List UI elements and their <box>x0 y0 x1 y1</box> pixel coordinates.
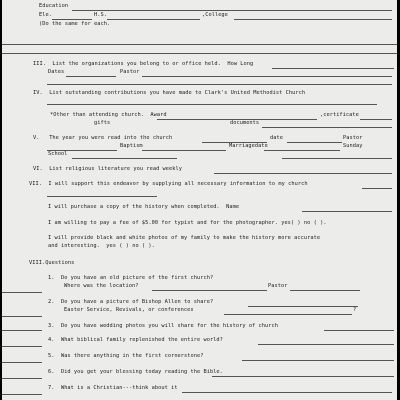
question-7-blank <box>182 392 392 393</box>
question-3-blank <box>324 330 394 331</box>
question-2-blank <box>248 306 358 307</box>
section-5-school-blank <box>72 158 177 159</box>
section-4-documents-blank <box>262 127 392 128</box>
question-3-text: 3. Do you have wedding photos you will share for the history of church <box>48 323 278 329</box>
section-5-date-label: date <box>270 135 283 141</box>
section-3-blank <box>272 68 394 69</box>
question-3-answer-line <box>2 330 42 331</box>
question-6-blank <box>212 376 394 377</box>
question-2-mark: ? <box>353 307 357 313</box>
section-3-dates-label: Dates <box>48 69 65 75</box>
question-4-answer-line <box>2 346 42 347</box>
section-7-photos-text-2: and interesting. yes ( ) no ( ). <box>48 243 155 249</box>
question-2-events: Easter Service, Revivals, or conferences <box>64 307 194 313</box>
question-1-pastor-blank <box>290 290 360 291</box>
form-page <box>2 0 398 400</box>
question-2-text: 2. Do you have a picture of Bishop Allen to share? <box>48 299 214 305</box>
education-hs-blank <box>107 19 200 20</box>
section-5-baptism-label: Baptism <box>120 143 143 149</box>
question-4-text: 4. What biblical family replenished the entire world? <box>48 337 223 343</box>
section-4-question: IV. List outstanding contributions you have made to Clark's United Methodist Church <box>33 90 306 96</box>
section-7-photos-text-1: I will provide black and white photos of my family to make the history more accurate <box>48 235 321 241</box>
education-label: Education <box>39 3 69 9</box>
question-1-answer-line <box>2 292 42 293</box>
section-6-blank <box>214 173 392 174</box>
section-5-pastor-label: Pastor <box>343 135 363 141</box>
education-hs-label: H.S. <box>94 12 107 18</box>
education-ele-label: Ele. <box>39 12 52 18</box>
section-5-marriagedate-blank <box>264 150 340 151</box>
question-7-text: 7. What is a Christian---think about it <box>48 385 178 391</box>
question-6-answer-line <box>2 378 42 379</box>
section-4-blank <box>47 104 377 105</box>
question-1-location: Where was the location? <box>64 283 139 289</box>
section-3-blank <box>142 76 392 77</box>
blank-line <box>47 84 392 85</box>
scan-border-left <box>0 0 2 400</box>
education-college-label: ,College <box>202 12 228 18</box>
question-5-text: 5. Was there anything in the first cornerstone? <box>48 353 204 359</box>
education-ele-blank <box>52 19 92 20</box>
education-college-blank <box>234 19 392 20</box>
question-1-location-blank <box>152 290 267 291</box>
section-5-sunday-label: Sunday <box>343 143 363 149</box>
question-1-pastor-label: Pastor <box>268 283 288 289</box>
section-5-school-label: School <box>48 151 68 157</box>
section-4-certificate-blank <box>360 119 392 120</box>
section-7-blank <box>47 196 157 197</box>
section-7-question: VII. I will support this endeavor by supplying all necessary information to my church <box>29 181 308 187</box>
question-5-blank <box>242 360 394 361</box>
question-5-answer-line <box>2 362 42 363</box>
question-2-events-blank <box>224 314 352 315</box>
section-5-marriagedate-label: Marriagedate <box>229 143 268 149</box>
section-5-baptism-blank <box>142 150 226 151</box>
education-blank <box>72 10 392 11</box>
question-7-answer-line <box>2 394 42 395</box>
section-7-pay-text: I am willing to pay a fee of $5.00 for typist and for the photographer. yes( ) no ( ). <box>48 220 327 226</box>
section-8-heading: VIII.Questions <box>29 260 75 266</box>
section-7-blank <box>362 188 392 189</box>
section-4-gifts-label: gifts <box>94 120 111 126</box>
section-4-documents-label: documents <box>230 120 260 126</box>
section-7-purchase-text: I will purchase a copy of the history when completed. Name <box>48 204 240 210</box>
section-5-school-blank <box>282 158 392 159</box>
question-1-text: 1. Do you have an old picture of the first church? <box>48 275 214 281</box>
section-4-other-label: *Other than attending church. Award <box>50 112 167 118</box>
question-4-blank <box>258 344 394 345</box>
section-3-pastor-label: Pastor <box>120 69 140 75</box>
section-5-question: V. The year you were read into the church <box>33 135 173 141</box>
section-4-certificate-label: ,certificate <box>320 112 359 118</box>
section-6-question: VI. List religious literature you read weekly <box>33 166 182 172</box>
section-3-blank <box>66 76 116 77</box>
question-6-text: 6. Did you get your blessing today reading the Bible. <box>48 369 223 375</box>
question-2-answer-line <box>2 316 42 317</box>
education-instruction: (Do the same for each. <box>39 21 111 27</box>
section-5-date-blank <box>287 142 342 143</box>
blank-line <box>2 44 397 45</box>
section-3-question: III. List the organizations you belong to or office held. How Long <box>33 61 254 67</box>
section-7-name-blank <box>302 211 392 212</box>
blank-line <box>2 53 397 54</box>
